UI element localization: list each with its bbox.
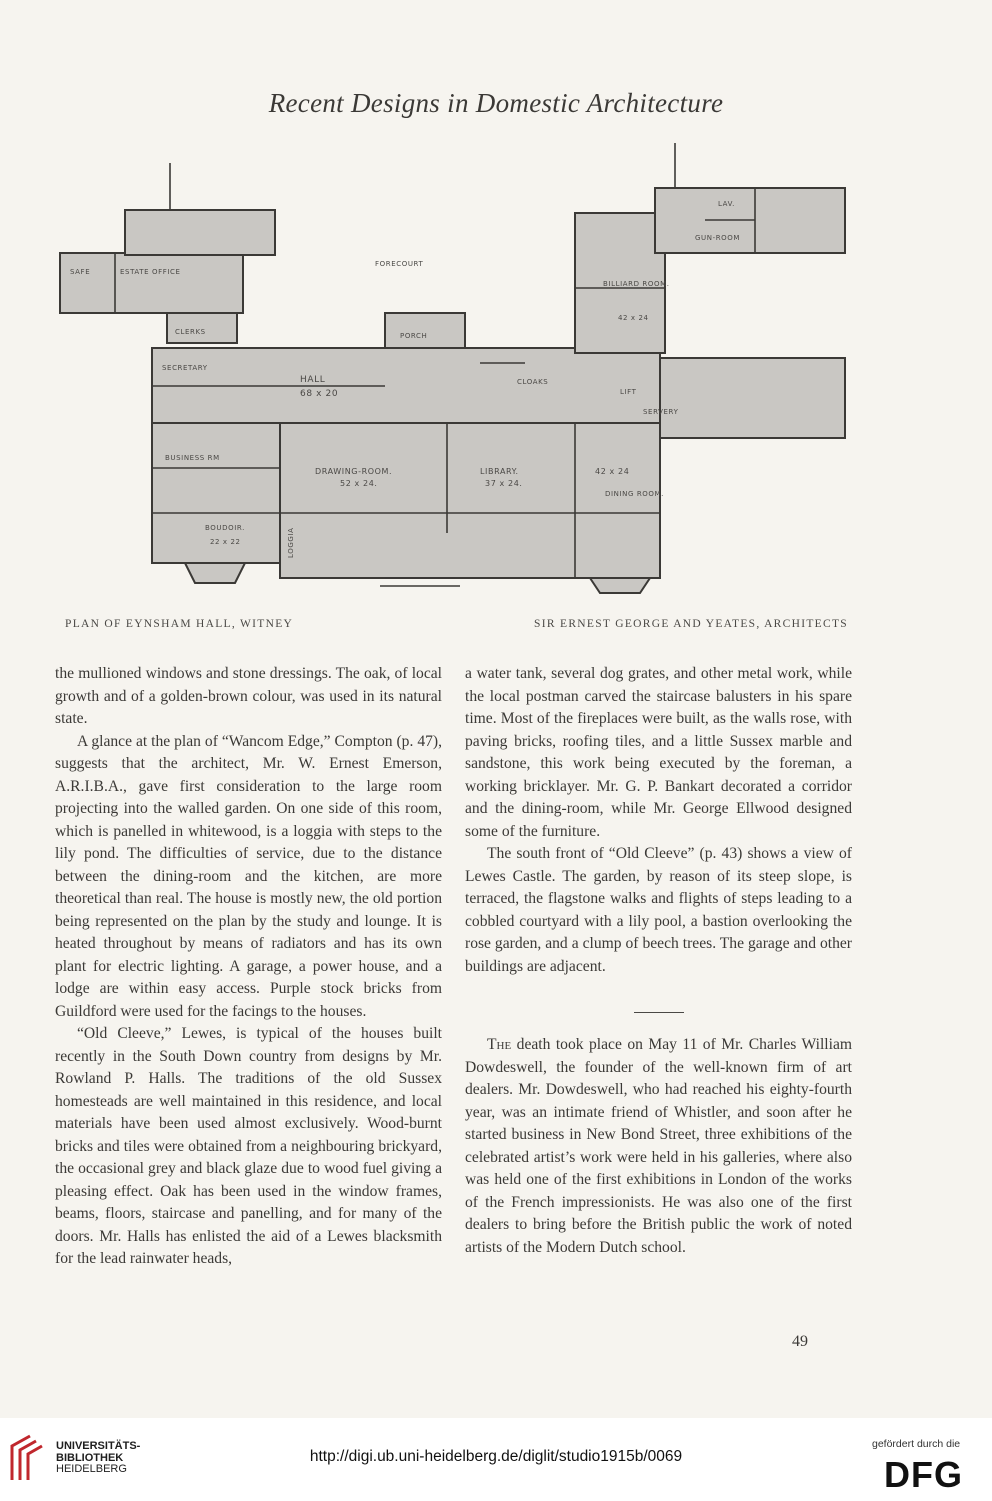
porch-block <box>385 313 465 348</box>
east-bay <box>590 578 650 593</box>
label-loggia: LOGGIA <box>287 527 295 558</box>
left-column <box>55 663 442 1271</box>
label-clerks: CLERKS <box>175 328 206 336</box>
label-lift: LIFT <box>620 388 637 396</box>
label-hall: HALL <box>300 375 326 385</box>
label-boudoir: BOUDOIR. <box>205 524 245 532</box>
label-gun-room: GUN-ROOM <box>695 234 741 242</box>
library-name-line1: UNIVERSITÄTS- <box>56 1440 141 1452</box>
architect-credit: SIR ERNEST GEORGE AND YEATES, ARCHITECTS <box>534 618 848 630</box>
paragraph: The south front of “Old Cleeve” (p. 43) shows a view of Lewes Castle. The garden, by reason of its steep slope, is terraced, the flagstone walks and flights of steps leading to a cobbled courtyard with a lily pool, a bastion overlooking the rose garden, and a clump of beech trees. The garage and other buildings are adjacent. <box>465 845 852 975</box>
floor-plan-drawing <box>55 138 855 608</box>
right-column <box>465 663 852 1259</box>
label-dining-room: DINING ROOM. <box>605 490 664 498</box>
paragraph: “Old Cleeve,” Lewes, is typical of the houses built recently in the South Down country from designs by Mr. Rowland P. Halls. The traditions of the old Sussex homesteads are well maintained in this residence, and local materials have been used almost exclusively. Wood-burnt bricks and tiles were obtained from a neighbouring brickyard, the occasional grey and black glaze due to wood fuel giving a pleasing effect. Oak has been used in the window frames, beams, floors, staircase and panelling, and for many of the doors. Mr. Halls has enlisted the aid of a Lewes blacksmith for the lead rainwater heads, <box>55 1025 442 1267</box>
reception-range <box>280 423 660 578</box>
paragraph: A glance at the plan of “Wancom Edge,” Compton (p. 47), suggests that the architect, Mr. W. Ernest Emerson, A.R.I.B.A., gave first consideration to the large room projecting into the walled garden. On one side of this room, which is panelled in whitewood, is a loggia with steps to the lily pond. The difficulties of service, due to the distance between the dining-room and the kitchen, are more theoretical than real. The house is mostly new, the old portion being represented on the plan by the study and lounge. It is heated throughout by means of radiators and has its own plant for electric lighting. A garage, a power house, and a lodge are within easy access. Purple stock bricks from Guildford were used for the facings to the houses. <box>55 732 442 1020</box>
obituary-text: death took place on May 11 of Mr. Charles William Dowdeswell, the founder of the well-known firm of art dealers. Mr. Dowdeswell, who had reached his eighty-fourth year, was an intimate friend of Whistler, and soon after he started business in New Bond Street, three exhibitions of the celebrated artist’s work were held in his galleries, where also was held one of the first exhibitions in London of the works of the French impressionists. He was also one of the first dealers to bring before the British public the work of noted artists of the Modern Dutch school. <box>465 1036 852 1256</box>
running-head: Recent Designs in Domestic Architecture <box>268 88 724 118</box>
lead-word: The <box>487 1036 512 1053</box>
section-divider <box>634 1012 684 1013</box>
label-business-room: BUSINESS RM <box>165 454 220 462</box>
library-name-line2: BIBLIOTHEK <box>56 1451 124 1464</box>
obituary-paragraph <box>465 1034 852 1259</box>
label-boudoir-size: 22 x 22 <box>210 538 241 546</box>
page-number: 49 <box>792 1333 808 1350</box>
label-hall-size: 68 x 20 <box>300 389 339 399</box>
label-billiard-room: BILLIARD ROOM. <box>603 280 670 288</box>
label-dining-size: 42 x 24 <box>595 467 630 476</box>
label-secretary: SECRETARY <box>162 364 208 372</box>
label-safe: SAFE <box>70 268 91 276</box>
label-library-size: 37 x 24. <box>485 479 523 488</box>
label-lav: LAV. <box>718 200 735 208</box>
upper-west-block <box>125 210 275 255</box>
label-library: LIBRARY. <box>480 467 519 476</box>
estate-office-block <box>60 253 243 313</box>
label-drawing-room: DRAWING-ROOM. <box>315 467 393 476</box>
paragraph: the mullioned windows and stone dressings. The oak, of local growth and of a golden-brown colour, was used in its natural state. <box>55 665 442 727</box>
floor-plan-figure <box>55 138 855 608</box>
label-drawing-size: 52 x 24. <box>340 479 378 488</box>
dfg-logo: DFG <box>884 1454 963 1495</box>
label-porch: PORCH <box>400 332 428 340</box>
label-servery: SERVERY <box>643 408 679 416</box>
paragraph: a water tank, several dog grates, and other metal work, while the local postman carved the staircase balusters in his spare time. Most of the fireplaces were built, as the walls rose, with paving bricks, roofing tiles, and a little Sussex marble and sandstone, this work being executed by the foreman, a working bricklayer. Mr. G. P. Bankart decorated a corridor and the dining-room, while Mr. George Ellwood designed some of the furniture. <box>465 665 852 840</box>
label-estate-office: ESTATE OFFICE <box>120 268 181 276</box>
west-bay <box>185 563 245 583</box>
source-url-link[interactable]: http://digi.ub.uni-heidelberg.de/diglit/studio1915b/0069 <box>309 1448 683 1465</box>
label-cloaks: CLOAKS <box>517 378 549 386</box>
plan-caption: PLAN OF EYNSHAM HALL, WITNEY <box>65 618 294 630</box>
funding-note: gefördert durch die <box>872 1438 961 1450</box>
service-block <box>660 358 845 438</box>
library-name-line3: HEIDELBERG <box>56 1463 127 1475</box>
label-forecourt: FORECOURT <box>375 260 424 268</box>
label-billiard-size: 42 x 24 <box>618 314 649 322</box>
